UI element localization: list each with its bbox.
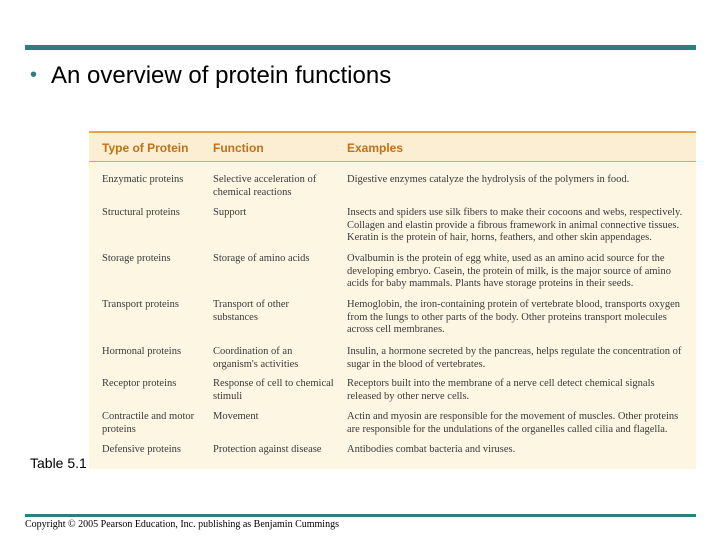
cell-type: Hormonal proteins [102, 346, 182, 357]
cell-type: Storage proteins [102, 253, 171, 264]
cell-examples: Receptors built into the membrane of a nerve cell detect chemical signals released by other nerve cells. [347, 378, 655, 402]
cell-examples: Insulin, a hormone secreted by the pancreas, helps regulate the concentration of sugar in the blood of vertebrates. [347, 346, 682, 370]
copyright-notice: Copyright © 2005 Pearson Education, Inc. publishing as Benjamin Cummings [25, 519, 339, 530]
cell-examples: Insects and spiders use silk fibers to make their cocoons and webs, respectively. Collagen and elastin provide a fibrous framework in animal connective tissues. Keratin is the protein of hair, horns, feathers, and other skin appendages. [347, 207, 683, 243]
cell-examples: Digestive enzymes catalyze the hydrolysis of the polymers in food. [347, 174, 630, 185]
top-rule [25, 45, 696, 50]
bottom-rule [25, 514, 696, 517]
cell-type: Structural proteins [102, 207, 180, 218]
cell-type: Defensive proteins [102, 444, 182, 455]
cell-function: Selective acceleration of chemical reactions [213, 174, 317, 198]
title-bullet: • [30, 64, 38, 86]
cell-examples: Ovalbumin is the protein of egg white, used as an amino acid source for the developing embryo. Casein, the protein of milk, is the major source of amino acids for baby mammals. Plants have storage proteins in their seeds. [347, 253, 671, 289]
slide-title-text: An overview of protein functions [51, 62, 392, 89]
cell-function: Storage of amino acids [213, 253, 310, 264]
cell-function: Response of cell to chemical stimuli [213, 378, 334, 402]
cell-type: Receptor proteins [102, 378, 177, 389]
cell-function: Coordination of an organism's activities [213, 346, 299, 370]
protein-table [89, 131, 696, 469]
cell-function: Movement [213, 411, 259, 422]
cell-type: Transport proteins [102, 299, 179, 310]
table-caption: Table 5.1 [30, 455, 87, 471]
table-header [89, 133, 696, 162]
slide-title [30, 62, 391, 90]
cell-function: Protection against disease [213, 444, 322, 455]
cell-function: Transport of other substances [213, 299, 290, 323]
header-examples: Examples [347, 141, 404, 155]
cell-examples: Hemoglobin, the iron-containing protein of vertebrate blood, transports oxygen from the lungs to other parts of the body. Other proteins transport molecules across cell membranes. [347, 299, 681, 335]
cell-examples: Antibodies combat bacteria and viruses. [347, 444, 516, 455]
cell-type: Contractile and motor proteins [102, 411, 195, 435]
header-type: Type of Protein [102, 141, 189, 155]
cell-function: Support [213, 207, 247, 218]
header-function: Function [213, 141, 264, 155]
cell-type: Enzymatic proteins [102, 174, 184, 185]
cell-examples: Actin and myosin are responsible for the movement of muscles. Other proteins are responsible for the undulations of the organelles called cilia and flagella. [347, 411, 679, 435]
